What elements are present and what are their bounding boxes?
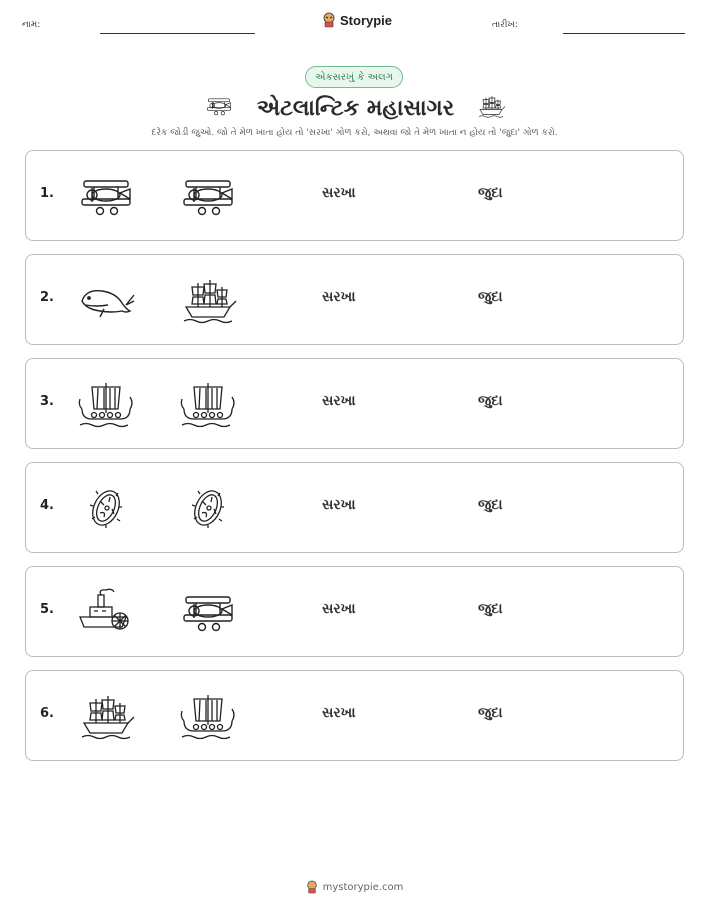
storypie-mascot-icon [322, 12, 336, 28]
question-row-2 [25, 254, 684, 345]
question-row-3 [25, 358, 684, 449]
question-number: 3. [40, 394, 54, 409]
footer-url[interactable]: mystorypie.com [322, 881, 404, 893]
sailing-ship-icon [178, 275, 238, 325]
viking-ship-icon [178, 691, 238, 741]
same-option[interactable]: સરખા [322, 497, 356, 513]
question-number: 2. [40, 290, 54, 305]
question-row-4 [25, 462, 684, 553]
plankton-icon [76, 483, 136, 533]
different-option[interactable]: જુદા [478, 705, 503, 721]
page-title-row [0, 92, 709, 124]
question-number: 6. [40, 706, 54, 721]
question-row-1 [25, 150, 684, 241]
title-sailing-ship-icon [476, 92, 506, 124]
footer [0, 880, 709, 894]
different-option[interactable]: જુદા [478, 185, 503, 201]
different-option[interactable]: જુદા [478, 289, 503, 305]
brand-name: Storypie [340, 12, 393, 28]
question-number: 4. [40, 498, 54, 513]
question-number: 1. [40, 186, 54, 201]
different-option[interactable]: જુદા [478, 601, 503, 617]
question-row-6 [25, 670, 684, 761]
date-line [563, 33, 685, 34]
question-number: 5. [40, 602, 54, 617]
brand-logo [322, 12, 392, 28]
title-biplane-icon [203, 94, 235, 122]
date-label: તારીખ: [492, 20, 518, 30]
name-label: નામ: [22, 20, 41, 30]
viking-ship-icon [178, 379, 238, 429]
viking-ship-icon [76, 379, 136, 429]
storypie-mascot-icon [306, 880, 318, 894]
question-row-5 [25, 566, 684, 657]
whale-icon [76, 275, 136, 325]
different-option[interactable]: જુદા [478, 497, 503, 513]
sailing-ship-icon [76, 691, 136, 741]
plankton-icon [178, 483, 238, 533]
worksheet-type-badge: એકસરખું કે અલગ [305, 66, 403, 88]
biplane-icon [178, 587, 238, 637]
same-option[interactable]: સરખા [322, 185, 356, 201]
instructions: દરેક જોડી જુઓ. જો તે મેળ ખાતા હોય તો 'સરખા' ગોળ કરો, અથવા જો તે મેળ ખાતા ન હોય તો 'જુદા' ગોળ કરો. [151, 128, 558, 138]
biplane-icon [178, 171, 238, 221]
same-option[interactable]: સરખા [322, 289, 356, 305]
page-title: એટલાન્ટિક મહાસાગર [256, 95, 455, 121]
different-option[interactable]: જુદા [478, 393, 503, 409]
same-option[interactable]: સરખા [322, 393, 356, 409]
biplane-icon [76, 171, 136, 221]
name-line [100, 33, 255, 34]
same-option[interactable]: સરખા [322, 705, 356, 721]
steamboat-icon [76, 587, 136, 637]
same-option[interactable]: સરખા [322, 601, 356, 617]
